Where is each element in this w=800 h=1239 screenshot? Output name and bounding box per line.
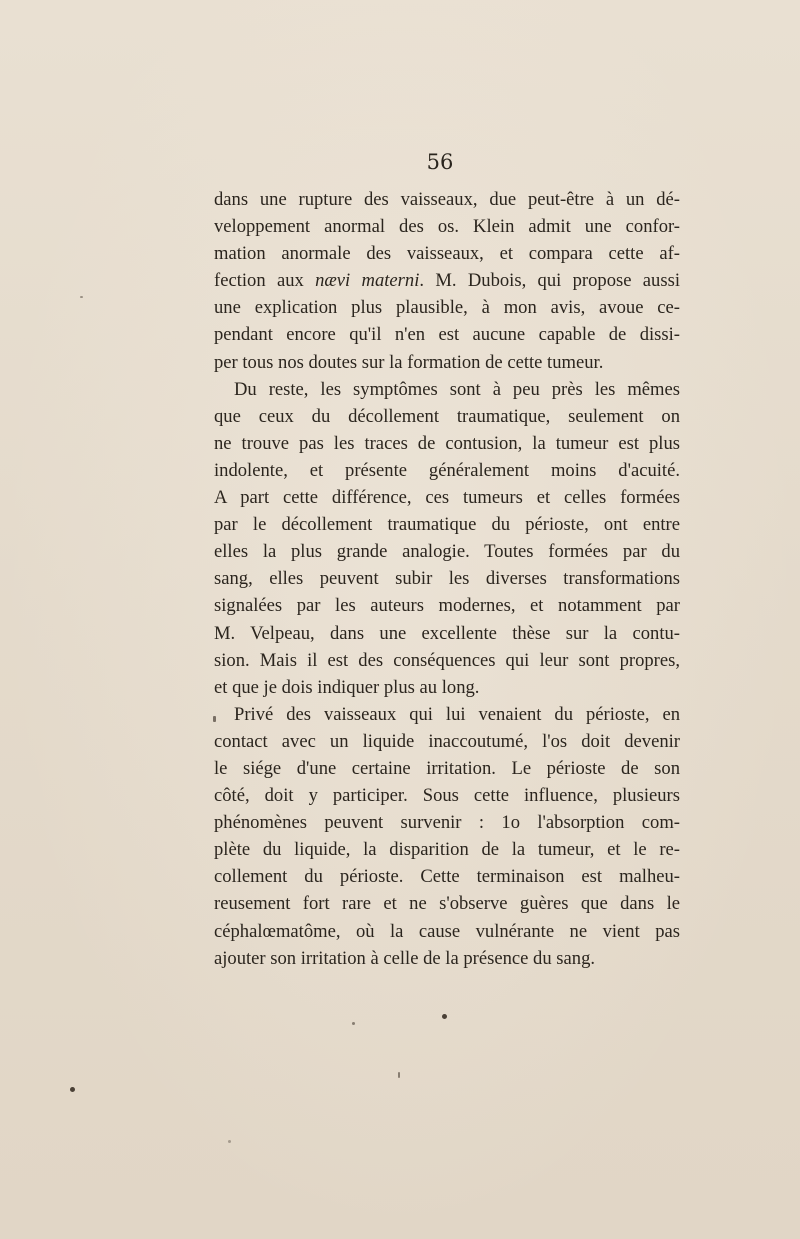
paragraph-1: [214, 186, 680, 376]
text-line: côté, doit y participer. Sous cette influence, plusieurs: [214, 785, 680, 807]
paper-speck: [352, 1022, 355, 1025]
text-line: per tous nos doutes sur la formation de cette tumeur.: [214, 351, 604, 373]
paragraph-2: [214, 376, 680, 701]
text-line: le siége d'une certaine irritation. Le périoste de son: [214, 757, 680, 779]
text-line: phénomènes peuvent survenir : 1o l'absorption com-: [214, 812, 680, 834]
text-line: sang, elles peuvent subir les diverses transformations: [214, 568, 680, 590]
text-line: céphalœmatôme, où la cause vulnérante ne vient pas: [214, 920, 680, 942]
paper-speck: [398, 1072, 400, 1078]
text-line: par le décollement traumatique du périoste, ont entre: [214, 514, 680, 536]
text-line: pendant encore qu'il n'en est aucune capable de dissi-: [214, 324, 680, 346]
body-text: [214, 186, 680, 972]
text-line: ne trouve pas les traces de contusion, la tumeur est plus: [214, 432, 680, 454]
text-line: et que je dois indiquer plus au long.: [214, 676, 480, 698]
text-line: plète du liquide, la disparition de la tumeur, et le re-: [214, 839, 680, 861]
paper-speck: [80, 296, 83, 298]
text-line: signalées par les auteurs modernes, et notamment par: [214, 595, 680, 617]
paragraph-3: [214, 701, 680, 972]
text-fragment: . M. Dubois, qui propose aussi: [419, 270, 680, 292]
text-line: mation anormale des vaisseaux, et compara cette af-: [214, 243, 680, 265]
text-line: M. Velpeau, dans une excellente thèse sur la contu-: [214, 622, 680, 644]
paper-speck: [228, 1140, 231, 1143]
text-line: veloppement anormal des os. Klein admit une confor-: [214, 216, 680, 238]
text-line: que ceux du décollement traumatique, seulement on: [214, 405, 680, 427]
text-line: sion. Mais il est des conséquences qui leur sont propres,: [214, 649, 680, 671]
page-number: 56: [426, 150, 454, 174]
paper-speck: [213, 716, 216, 722]
paper-speck: [442, 1014, 447, 1019]
italic-term: nævi materni: [315, 270, 420, 292]
text-line: dans une rupture des vaisseaux, due peut-être à un dé-: [214, 189, 680, 210]
text-line: collement du périoste. Cette terminaison est malheu-: [214, 866, 680, 888]
text-line: A part cette différence, ces tumeurs et celles formées: [214, 487, 680, 509]
text-line: [214, 267, 680, 294]
text-line: Du reste, les symptômes sont à peu près les mêmes: [234, 378, 680, 400]
text-line: contact avec un liquide inaccoutumé, l'os doit devenir: [214, 730, 680, 752]
text-line: une explication plus plausible, à mon avis, avoue ce-: [214, 297, 680, 319]
text-fragment: fection aux: [214, 270, 316, 292]
text-line: reusement fort rare et ne s'observe guères que dans le: [214, 893, 680, 915]
text-line: indolente, et présente généralement moins d'acuité.: [214, 459, 680, 481]
text-line: elles la plus grande analogie. Toutes formées par du: [214, 541, 680, 563]
paper-speck: [70, 1087, 75, 1092]
text-line: Privé des vaisseaux qui lui venaient du périoste, en: [234, 703, 680, 725]
text-line: ajouter son irritation à celle de la présence du sang.: [214, 947, 596, 969]
